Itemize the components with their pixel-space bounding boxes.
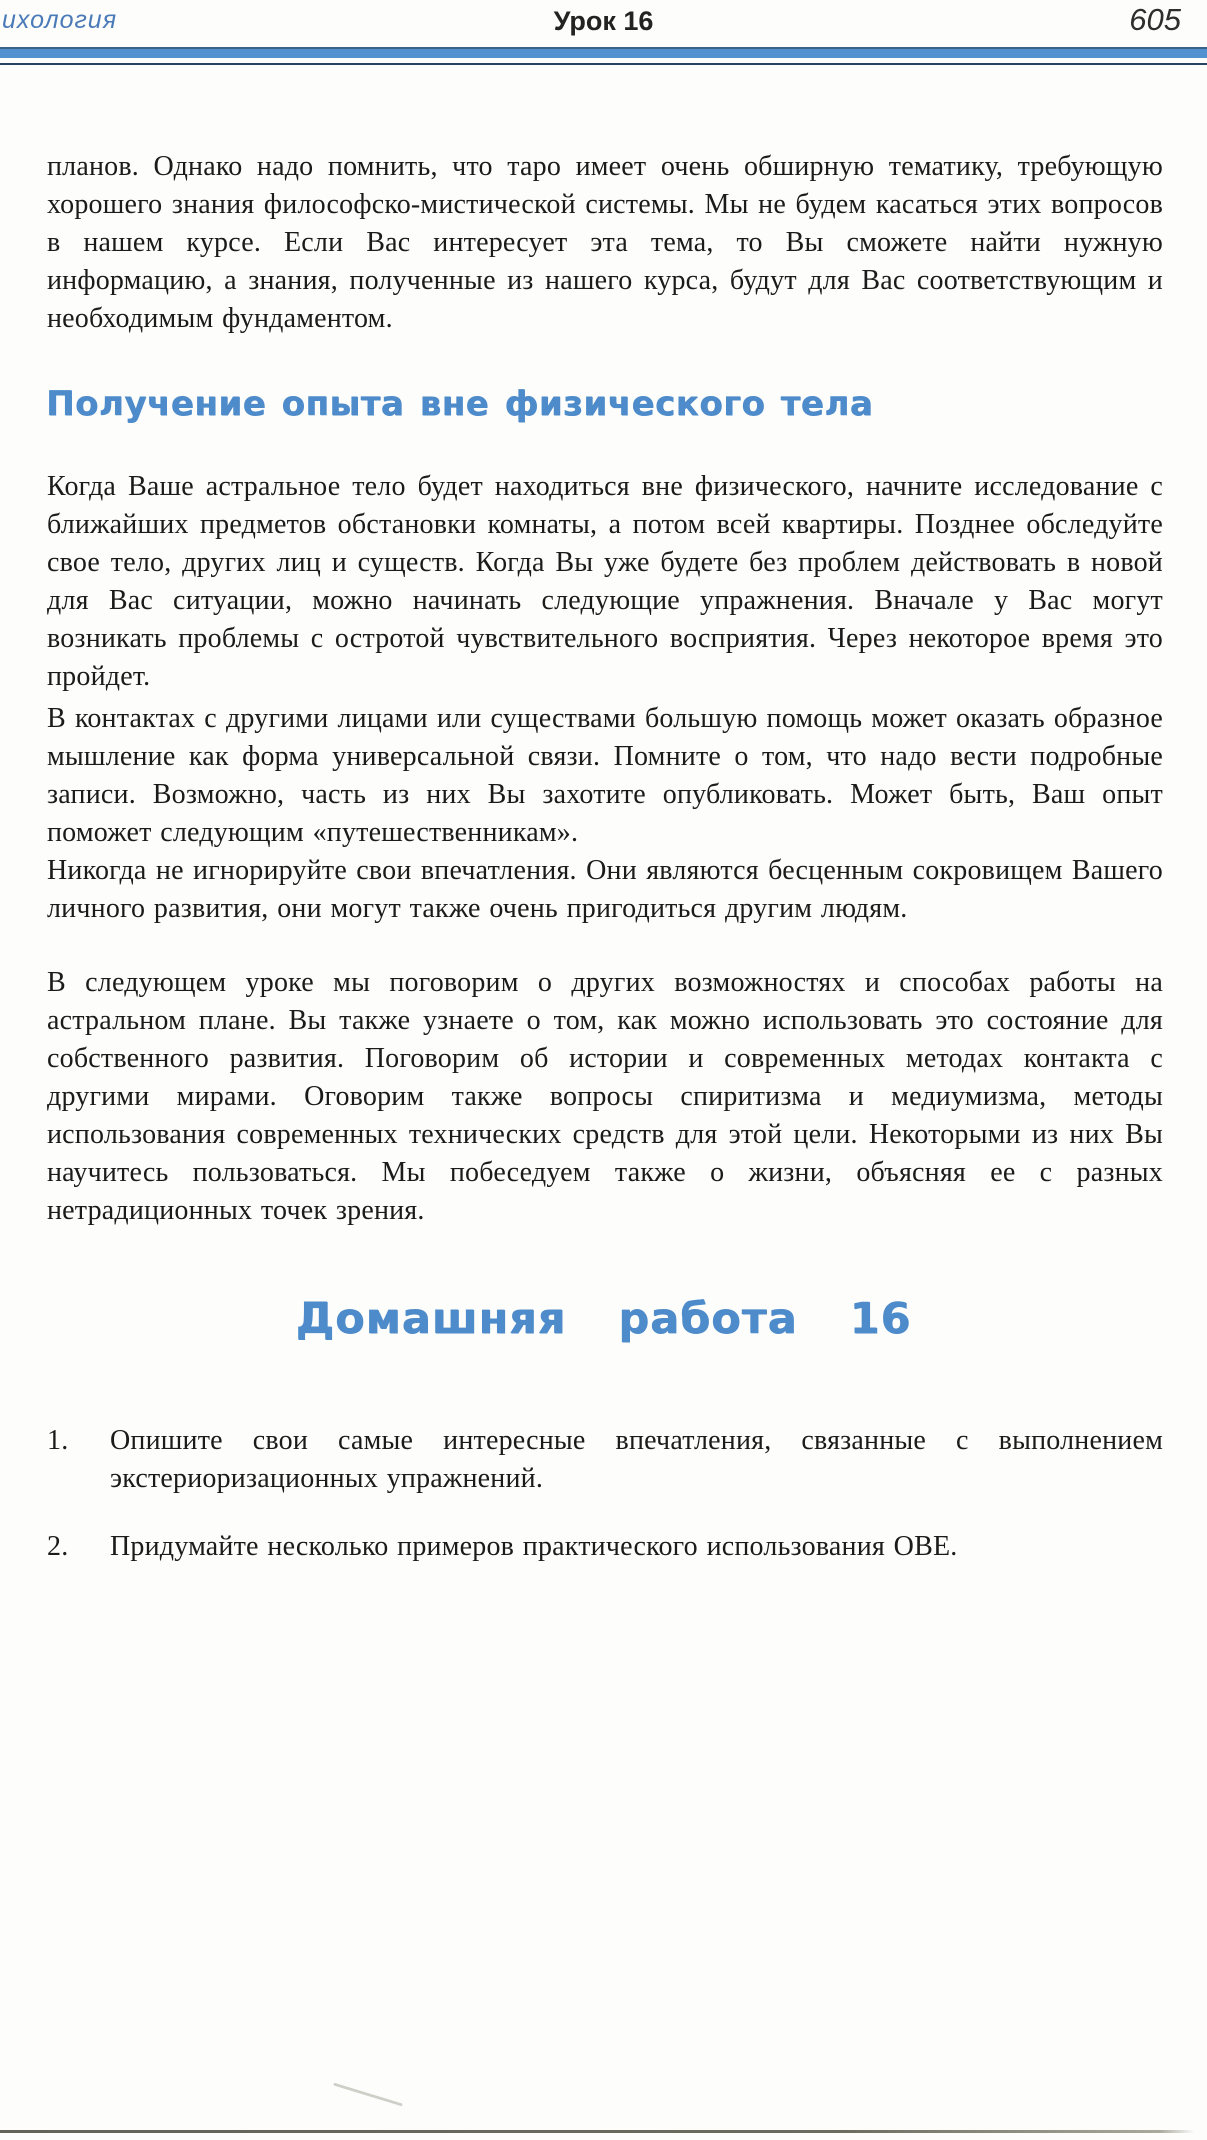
page-number: 605 — [1129, 2, 1181, 37]
homework-item-1-number: 1. — [47, 1425, 69, 1456]
section-paragraph-2: В контактах с другими лицами или существами большую помощь может оказать образное мышление как форма универсальной связи. Помните о том, что надо вести подробные записи. Возможно, часть из них Вы захотите опубликовать. Может быть, Ваш опыт поможет следующим «путешественникам». — [47, 703, 1163, 848]
header-rule-thin-line — [0, 63, 1207, 65]
intro-paragraph: планов. Однако надо помнить, что таро имеет очень обширную тематику, требующую хорошего знания философско-мистической системы. Мы не будем касаться этих вопросов в нашем курсе. Если Вас интересует эта тема, то Вы сможете найти нужную информацию, а знания, полученные из нашего курса, будут для Вас соответствующим и необходимым фундаментом. — [47, 151, 1163, 334]
homework-list — [47, 1422, 1163, 1596]
homework-item-2 — [47, 1528, 1163, 1566]
homework-item-1 — [47, 1422, 1163, 1498]
homework-item-2-number: 2. — [47, 1531, 69, 1562]
section-paragraph-3: Никогда не игнорируйте свои впечатления. Они являются бесценным сокровищем Вашего личного развития, они могут также очень пригодиться другим людям. — [47, 855, 1163, 924]
page-bottom-rule — [0, 2130, 1195, 2133]
homework-item-1-text: Опишите свои самые интересные впечатления, связанные с выполнением экстериоризационных упражнений. — [110, 1425, 1163, 1494]
section-paragraph-4: В следующем уроке мы поговорим о других возможностях и способах работы на астральном плане. Вы также узнаете о том, как можно использовать это состояние для собственного развития. Поговорим об истории и современных методах контакта с другими мирами. Оговорим также вопросы спиритизма и медиумизма, методы использования современных технических средств для этой цели. Некоторыми из них Вы научитесь пользоваться. Мы побеседуем также о жизни, объясняя ее с разных нетрадиционных точек зрения. — [47, 967, 1163, 1226]
homework-item-2-text: Придумайте несколько примеров практического использования ОВЕ. — [110, 1531, 958, 1562]
section-heading: Получение опыта вне физического тела — [46, 384, 874, 424]
section-paragraph-1: Когда Ваше астральное тело будет находиться вне физического, начните исследование с ближайших предметов обстановки комнаты, а потом всей квартиры. Позднее обследуйте свое тело, других лиц и существ. Когда Вы уже будете без проблем действовать в новой для Вас ситуации, можно начинать следующие упражнения. Вначале у Вас могут возникать проблемы с остротой чувствительного восприятия. Через некоторое время это пройдет. — [47, 471, 1163, 692]
running-title-left: ихология — [2, 6, 118, 34]
lesson-header: Урок 16 — [553, 6, 654, 36]
pencil-mark — [333, 2083, 403, 2107]
homework-heading: Домашняя работа 16 — [295, 1294, 912, 1344]
header-rule — [0, 47, 1207, 65]
header-rule-thick-line — [0, 47, 1207, 58]
